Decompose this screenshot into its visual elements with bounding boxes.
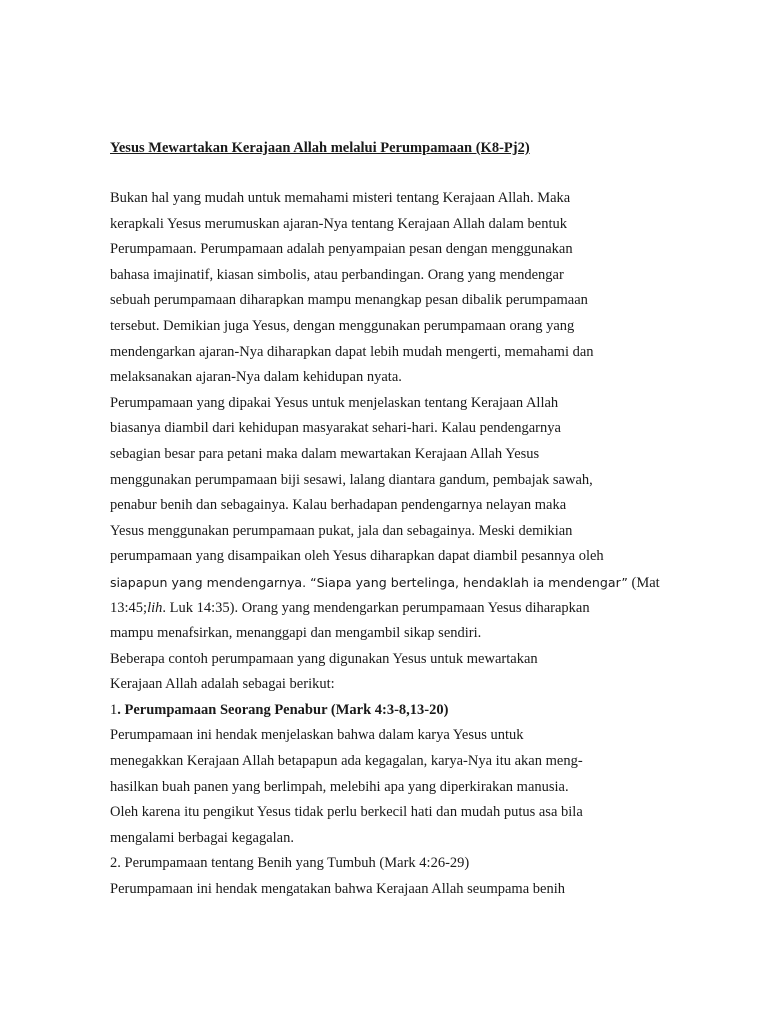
- paragraph-line: tersebut. Demikian juga Yesus, dengan menggunakan perumpamaan orang yang: [110, 317, 575, 334]
- paragraph-line: Beberapa contoh perumpamaan yang digunakan Yesus untuk mewartakan: [110, 650, 538, 667]
- paragraph-line: Perumpamaan ini hendak mengatakan bahwa Kerajaan Allah seumpama benih: [110, 881, 565, 898]
- heading-number: 1: [110, 701, 118, 718]
- blank-line: [110, 161, 670, 186]
- paragraph-line: sebagian besar para petani maka dalam mewartakan Kerajaan Allah Yesus: [110, 445, 540, 462]
- paragraph-line: Perumpamaan yang dipakai Yesus untuk menjelaskan tentang Kerajaan Allah: [110, 394, 559, 411]
- paragraph-line: melaksanakan ajaran-Nya dalam kehidupan nyata.: [110, 369, 402, 386]
- paragraph-line: perumpamaan yang disampaikan oleh Yesus diharapkan dapat diambil pesannya oleh: [110, 548, 604, 565]
- paragraph-line: Perumpamaan. Perumpamaan adalah penyampaian pesan dengan menggunakan: [110, 241, 573, 258]
- paragraph-line: menegakkan Kerajaan Allah betapapun ada kegagalan, karya-Nya itu akan meng-: [110, 753, 583, 770]
- paragraph-line: bahasa imajinatif, kiasan simbolis, atau perbandingan. Orang yang mendengar: [110, 266, 564, 283]
- paragraph-line: menggunakan perumpamaan biji sesawi, lalang diantara gandum, pembajak sawah,: [110, 471, 593, 488]
- paragraph-line: mampu menafsirkan, menanggapi dan mengambil sikap sendiri.: [110, 625, 482, 642]
- reference-lih: lih: [147, 599, 163, 616]
- paragraph-line-reference: [110, 596, 670, 622]
- document-title: Yesus Mewartakan Kerajaan Allah melalui Perumpamaan (K8-Pj2): [110, 140, 530, 156]
- paragraph-line: sebuah perumpamaan diharapkan mampu menangkap pesan dibalik perumpamaan: [110, 292, 588, 309]
- paragraph-line: hasilkan buah panen yang berlimpah, melebihi apa yang diperkirakan manusia.: [110, 778, 569, 795]
- paragraph-line: Oleh karena itu pengikut Yesus tidak perlu berkecil hati dan mudah putus asa bila: [110, 804, 583, 821]
- paragraph-line: Bukan hal yang mudah untuk memahami misteri tentang Kerajaan Allah. Maka: [110, 190, 571, 206]
- paragraph-line: Yesus menggunakan perumpamaan pukat, jala dan sebagainya. Meski demikian: [110, 522, 573, 539]
- paragraph-line: mendengarkan ajaran-Nya diharapkan dapat lebih mudah mengerti, memahami dan: [110, 343, 594, 360]
- quote-reference: (Mat: [627, 574, 660, 591]
- document-body: [110, 135, 670, 903]
- paragraph-line: mengalami berbagai kegagalan.: [110, 829, 294, 846]
- paragraph-line: biasanya diambil dari kehidupan masyarakat sehari-hari. Kalau pendengarnya: [110, 420, 561, 437]
- paragraph-line: Perumpamaan ini hendak menjelaskan bahwa dalam karya Yesus untuk: [110, 727, 524, 744]
- quote-text: siapapun yang mendengarnya. “Siapa yang bertelinga, hendaklah ia mendengar”: [110, 574, 628, 590]
- paragraph-line: Kerajaan Allah adalah sebagai berikut:: [110, 676, 335, 693]
- paragraph-line: penabur benih dan sebagainya. Kalau berhadapan pendengarnya nelayan maka: [110, 497, 567, 514]
- reference-rest: . Luk 14:35). Orang yang mendengarkan perumpamaan Yesus diharapkan: [162, 599, 590, 616]
- reference-verse: 13:45;: [110, 599, 148, 616]
- section-heading-1: [110, 698, 670, 724]
- paragraph-line-quote: [110, 570, 670, 596]
- section-heading-2: 2. Perumpamaan tentang Benih yang Tumbuh (Mark 4:26-29): [110, 855, 470, 872]
- paragraph-line: kerapkali Yesus merumuskan ajaran-Nya tentang Kerajaan Allah dalam bentuk: [110, 215, 568, 232]
- heading-text: . Perumpamaan Seorang Penabur (Mark 4:3-8,13-20): [117, 701, 449, 718]
